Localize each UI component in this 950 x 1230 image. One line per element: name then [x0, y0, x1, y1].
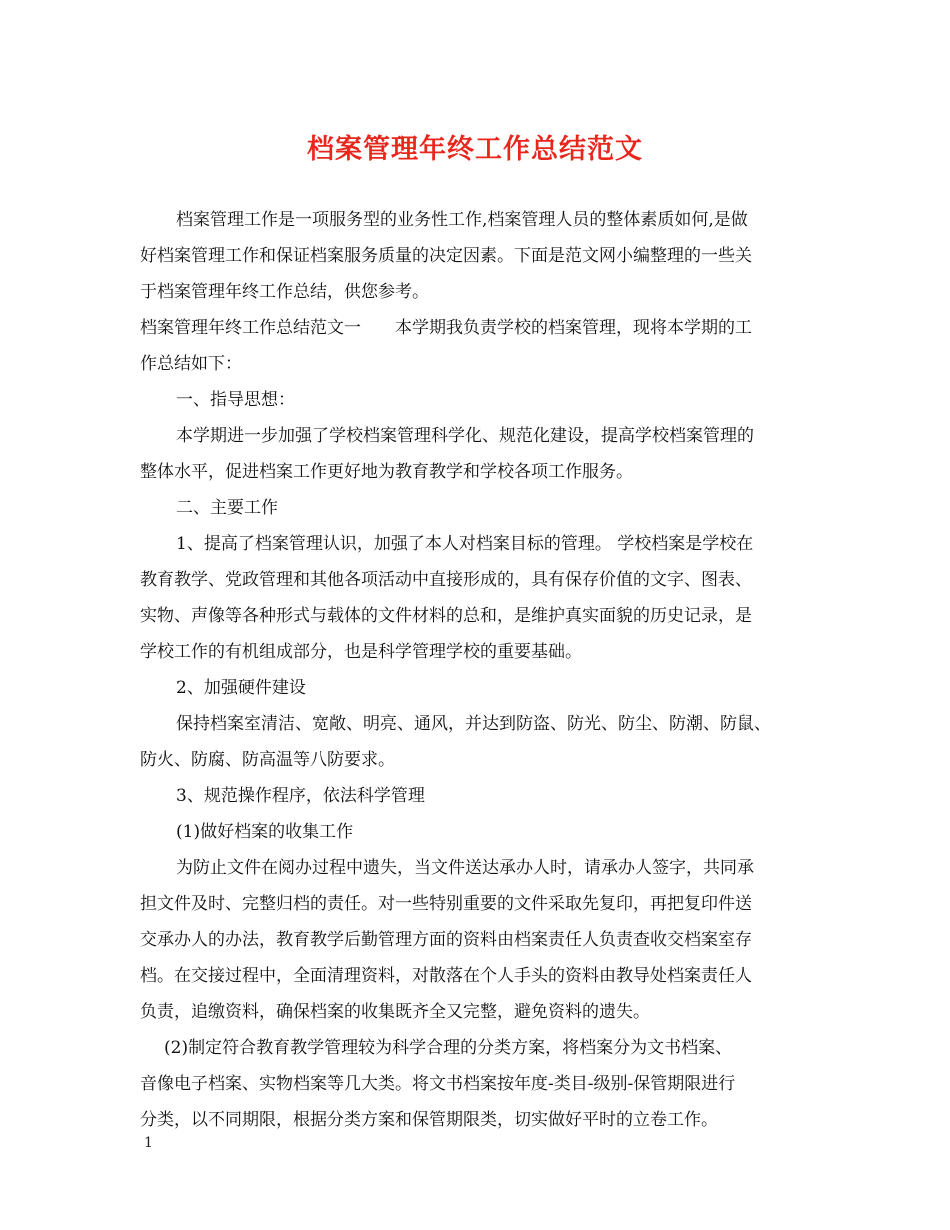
body-line: (2)制定符合教育教学管理较为科学合理的分类方案，将档案分为文书档案、: [164, 1038, 733, 1058]
page-number: 1: [144, 1135, 153, 1151]
body-line: 实物、声像等各种形式与载体的文件材料的总和，是维护真实面貌的历史记录，是: [140, 606, 752, 626]
body-line: 学校工作的有机组成部分，也是科学管理学校的重要基础。: [140, 642, 582, 662]
body-line: 教育教学、党政管理和其他各项活动中直接形成的，具有保存价值的文字、图表、: [140, 570, 752, 590]
body-line: 防火、防腐、防高温等八防要求。: [140, 750, 395, 770]
body-line: 档。在交接过程中，全面清理资料，对散落在个人手头的资料由教导处档案责任人: [140, 966, 752, 986]
body-line: 音像电子档案、实物档案等几大类。将文书档案按年度-类目-级别-保管期限进行: [140, 1074, 736, 1094]
body-line: 负责，追缴资料，确保档案的收集既齐全又完整，避免资料的遗失。: [140, 1002, 650, 1022]
body-line: 本学期进一步加强了学校档案管理科学化、规范化建设，提高学校档案管理的: [176, 426, 754, 446]
document-body: [140, 202, 820, 1138]
body-line: 于档案管理年终工作总结，供您参考。: [140, 282, 429, 302]
body-line: (1)做好档案的收集工作: [176, 822, 354, 842]
body-line: 好档案管理工作和保证档案服务质量的决定因素。下面是范文网小编整理的一些关: [140, 246, 752, 266]
body-line: 保持档案室清洁、宽敞、明亮、通风，并达到防盗、防光、防尘、防潮、防鼠、: [176, 714, 771, 734]
body-line: 作总结如下：: [140, 354, 242, 374]
body-line: 整体水平，促进档案工作更好地为教育教学和学校各项工作服务。: [140, 462, 633, 482]
body-line: 1、提高了档案管理认识，加强了本人对档案目标的管理。 学校档案是学校在: [176, 534, 754, 554]
body-line: 二、主要工作: [176, 498, 278, 518]
body-line: 2、加强硬件建设: [176, 678, 306, 698]
document-title: 档案管理年终工作总结范文: [307, 134, 643, 165]
body-line: 分类，以不同期限，根据分类方案和保管期限类，切实做好平时的立卷工作。: [140, 1110, 718, 1130]
body-line: 档案管理工作是一项服务型的业务性工作,档案管理人员的整体素质如何,是做: [176, 210, 748, 230]
body-line: 为防止文件在阅办过程中遗失，当文件送达承办人时，请承办人签字，共同承: [176, 858, 754, 878]
body-line: 3、规范操作程序，依法科学管理: [176, 786, 425, 806]
body-line: 交承办人的办法，教育教学后勤管理方面的资料由档案责任人负责查收交档案室存: [140, 930, 752, 950]
body-line: 担文件及时、完整归档的责任。对一些特别重要的文件采取先复印，再把复印件送: [140, 894, 752, 914]
body-line: 档案管理年终工作总结范文一 本学期我负责学校的档案管理，现将本学期的工: [140, 318, 752, 338]
body-line: 一、指导思想：: [176, 390, 295, 410]
